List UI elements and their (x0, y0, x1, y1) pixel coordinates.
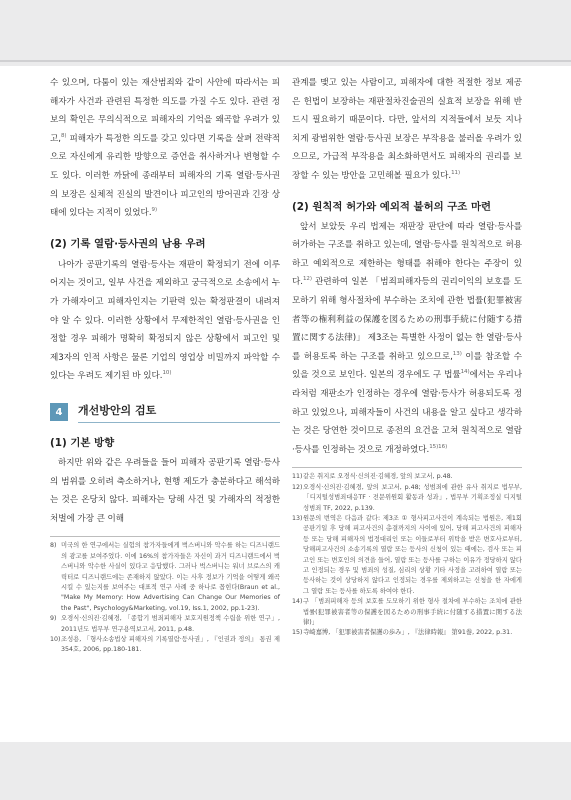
subheading-principle-permission: (2) 원칙적 허가와 예외적 불허의 구조 마련 (292, 200, 492, 213)
footnote-divider (292, 467, 522, 468)
section-heading (50, 402, 280, 423)
right-paragraph-1: 관계를 맺고 있는 사람이고, 피해자에 대한 적절한 정보 제공은 헌법이 보장하는 재판절차진술권의 실효적 보장을 위해 반드시 필요하기 때문이다. 다만, 앞서의 지적들에서 보듯 지나치게 광범위한 열람·등사권 보장은 부작용을 불러올 우려가 있으므로, 가급적 부작용을 최소화하면서도 피해자의 권리를 보장할 수 있는 방안을 고민해볼 필요가 있다.$^{11)}$ (292, 78, 522, 181)
right-column (292, 74, 522, 639)
left-paragraph-3: 하지만 위와 같은 우려들을 들어 피해자 공판기록 열람·등사의 범위를 오히려 축소하거나, 현행 제도가 충분하다고 해석하는 것은 온당치 않다. 피해자는 당해 사건 및 가해자의 적정한 처벌에 가장 큰 이해 (50, 457, 280, 524)
footnote-item: 15) 寺崎嘉博, 「犯罪被害者保護の歩み」, 『法律時報』 第91巻, 2022, p.31. (292, 629, 513, 637)
page-footer-band (0, 742, 571, 800)
right-footnotes (292, 472, 522, 639)
section-title: 개선방안의 검토 (78, 402, 280, 423)
footnote-item: 12) 오경식·신의진·김혜경, 앞의 보고서, p.48; 성범죄에 관한 유사 취지로 법무부, 「디지털성범죄대응TF · 전문위원회 활동과 성과」, 법무부 기획조정실 디지털 성범죄 TF, 2022, p.139. (292, 483, 522, 512)
footnote-ref-11[interactable]: 11) (451, 169, 461, 176)
left-column (50, 74, 280, 656)
left-footnotes (50, 541, 280, 655)
footnote-item: 14) 구 「범죄피해자 등의 보호를 도모하기 위한 형사 절차에 부수하는 조치에 관한 법률(犯罪被害者等の保護を図るための刑事手続に付随する措置に関する法律)」 (292, 598, 522, 626)
footnote-item: 10) 조성용, 「형사소송법상 피해자의 기록열람·등사권」, 『인권과 정의』 통권 제354호, 2006, pp.180-181. (50, 635, 280, 654)
footnote-divider (50, 536, 280, 537)
footnote-ref-9[interactable]: 9) (151, 207, 158, 214)
section-number-badge: 4 (50, 403, 68, 421)
footnote-ref-13[interactable]: 13) (452, 350, 462, 357)
footnote-ref-15-16[interactable]: 15)16) (429, 443, 448, 450)
footnote-ref-12[interactable]: 12) (302, 276, 312, 283)
footnote-item: 11) 같은 취지로 오경식·신의진·김혜경, 앞의 보고서, p.48. (292, 473, 453, 481)
subheading-basic-direction: (1) 기본 방향 (50, 436, 115, 449)
footnote-ref-14[interactable]: 14) (460, 369, 470, 376)
footnote-item: 8) 미국의 한 연구에서는 실험의 참가자들에게 벅스버니와 악수를 하는 디즈니랜드의 광고를 보여주었다. 이에 16%의 참가자들은 자신이 과거 디즈니랜드에서 벅스버니와 악수한 사실이 있다고 응답했다. 그러나 벅스버니는 워너 브로스의 캐릭터로 디즈니랜드에는 존재하지 않았다. 이는 사후 정보가 기억을 어떻게 왜곡시킬 수 있는지를 보여주는 대표적 연구 사례 중 하나로 꼽힌다(Braun et al., "Make My Memory: How Advertising Can Change Our Memories of the Past", Psychology&Marketing, vol.19, Iss.1, 2002, pp.1-23). (50, 542, 280, 612)
right-paragraph-2: 앞서 보았듯 우리 법제는 재판장 판단에 따라 열람·등사를 허가하는 구조를 취하고 있는데, 열람·등사를 원칙적으로 허용하고 예외적으로 제한하는 형태를 취해야 한다는 주장이 있다.$^{12)}$ 관련하여 일본 「범죄피해자등의 권리이익의 보호를 도모하기 위해 형사절차에 부수하는 조치에 관한 법률(犯罪被害者等の権利利益の保護を図るための刑事手続に付随する措置に関する法律)」 제3조는 특별한 사정이 없는 한 열람·등사를 허용토록 하는 구조를 취하고 있으므로,$^{13)}$ 이를 참조할 수 있을 것으로 보인다. 일본의 경우에도 구 법률$^{14)}$에서는 우리나라처럼 재판소가 인정하는 경우에 열람·등사가 허용되도록 정하고 있었으나, 피해자들이 사건의 내용을 알고 싶다고 생각하는 것은 당연한 것이므로 종전의 요건을 고쳐 원칙적으로 열람·등사를 인정하는 것으로 개정하였다.$^{15)16)}$ (292, 221, 523, 455)
footnote-ref-10[interactable]: 10) (162, 370, 172, 377)
page-header-band (0, 0, 571, 66)
left-paragraph-2: 나아가 공판기록의 열람·등사는 재판이 확정되기 전에 이루어지는 것이고, 일부 사건을 제외하고 궁극적으로 소송에서 누가 가해자이고 피해자인지는 기판력 있는 확정판결이 내려져야 알 수 있다. 이러한 상황에서 무제한적인 열람·등사권을 인정할 경우 피해가 명확히 확정되지 않은 상황에서 피고인 및 제3자의 인적 사항은 물론 기업의 영업상 비밀까지 파악할 수 있다는 우려도 제기된 바 있다.$^{10)}$ (50, 259, 280, 382)
header-rule (0, 60, 571, 62)
subheading-abuse-concern: (2) 기록 열람·등사권의 남용 우려 (50, 237, 206, 250)
footnote-item: 9) 오경식·신의진·김혜경, 「종합기 범죄피해자 보호지원정책 수립을 위한 연구」, 2011년도 법무부 연구용역보고서, 2011, p.48. (50, 615, 280, 633)
left-paragraph-1: 수 있으며, 다툼이 있는 재산범죄와 같이 사안에 따라서는 피해자가 사건과 관련된 특정한 의도를 가질 수도 있다. 관련 정보의 확인은 무의식적으로 피해자의 기억을 왜곡할 우려가 있고,$^{8)}$ 피해자가 특정한 의도를 갖고 있다면 기록을 살펴 전략적으로 자신에게 유리한 방향으로 증언을 취사하거나 변형할 수도 있다. 이러한 까닭에 종래부터 피해자의 기록 열람·등사권의 보장은 실체적 진실의 발견이나 피고인의 방어권과 긴장 상태에 있다는 지적이 있었다.$^{9)}$ (50, 78, 280, 219)
footnote-ref-8[interactable]: 8) (60, 132, 67, 139)
footnote-item: 13) 원문의 번역은 다음과 같다: 제3조 ① 형사피고사건이 계속되는 법원은, 제1회 공판기일 후 당해 피고사건의 총결까지의 사이에 있어, 당해 피고사건의 피해자 등 또는 당해 피해자의 법정대리인 또는 이들로부터 위탁을 받은 변호사로부터, 당해피고사건의 소송기록의 열람 또는 등사의 신청이 있는 때에는, 검사 또는 피고인 또는 변호인의 의견을 들어, 열람 또는 등사를 구하는 이유가 정당하지 않다고 인정되는 경우 및 범죄의 성질, 심리의 상황 기타 사정을 고려하여 열람 또는 등사하는 것이 상당하지 않다고 인정되는 경우를 제외하고는 신청을 한 자에게 그 열람 또는 등사를 하도록 하여야 한다. (292, 514, 522, 595)
